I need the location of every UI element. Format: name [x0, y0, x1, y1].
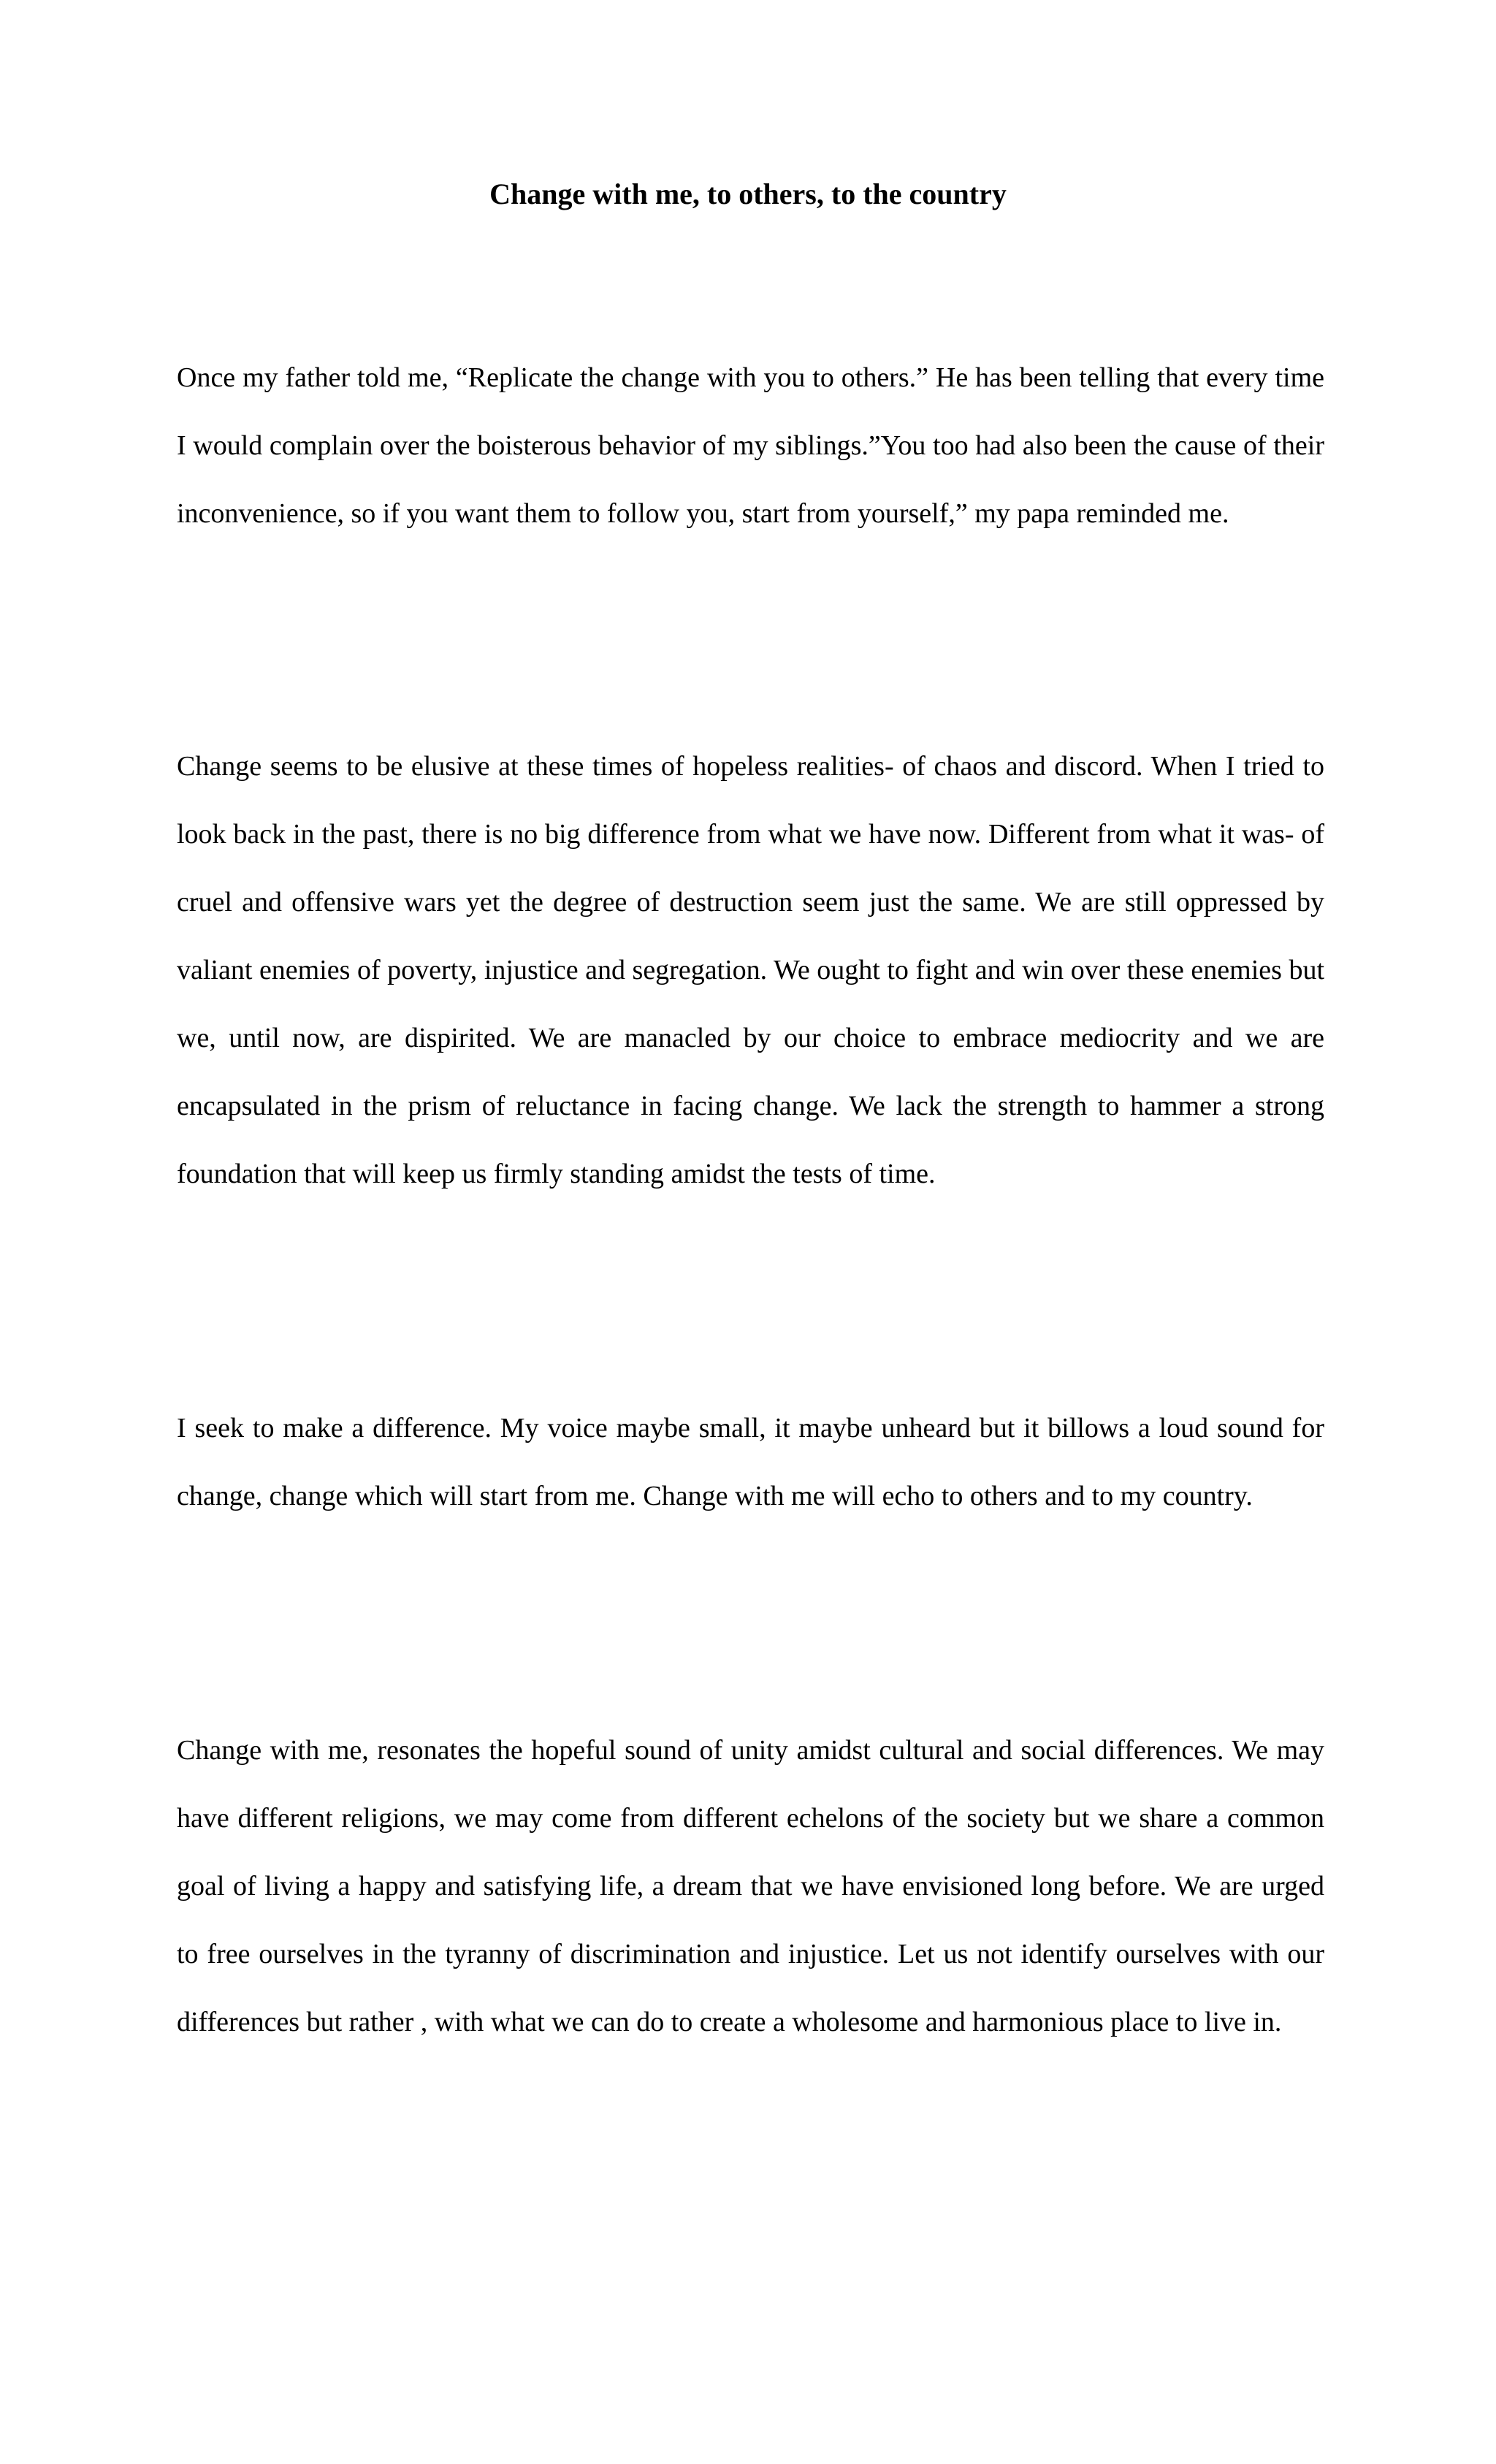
paragraph-unity: Change with me, resonates the hopeful sound of unity amidst cultural and social differences. We may have different religions, we may come from different echelons of the society but we share a common goal of living a happy and satisfying life, a dream that we have envisioned long before. We are urged to free ourselves in the tyranny of discrimination and injustice. Let us not identify ourselves with our differences but rather , with what we can do to create a wholesome and harmonious place to live in. — [177, 1735, 1324, 2037]
paragraph-elusive-change: Change seems to be elusive at these times of hopeless realities- of chaos and discord. When I tried to look back in the past, there is no big difference from what we have now. Different from what it was- of cruel and offensive wars yet the degree of destruction seem just the same. We are still oppressed by valiant enemies of poverty, injustice and segregation. We ought to fight and win over these enemies but we, until now, are dispirited. We are manacled by our choice to embrace mediocrity and we are encapsulated in the prism of reluctance in facing change. We lack the strength to hammer a strong foundation that will keep us firmly standing amidst the tests of time. — [177, 751, 1324, 1189]
paragraph-father-advice: Once my father told me, “Replicate the change with you to others.” He has been telling that every time I would complain over the boisterous behavior of my siblings.”You too had also been the cause of their inconvenience, so if you want them to follow you, start from yourself,” my papa reminded me. — [177, 362, 1324, 529]
document-title: Change with me, to others, to the country — [489, 178, 1007, 210]
paragraph-make-difference: I seek to make a difference. My voice maybe small, it maybe unheard but it billows a loud sound for change, change which will start from me. Change with me will echo to others and to my country. — [177, 1413, 1324, 1511]
